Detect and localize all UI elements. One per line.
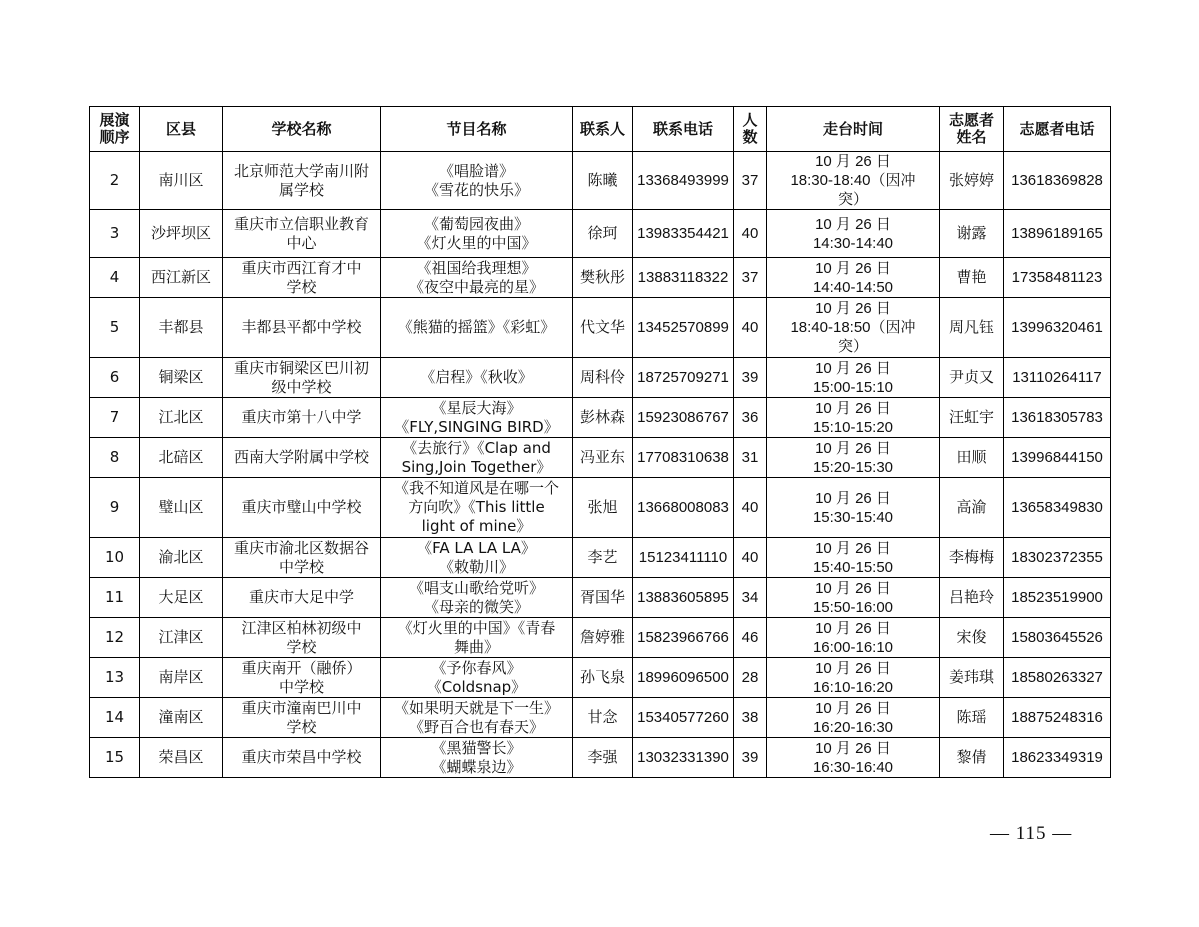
cell-volunteer-phone: 18875248316 xyxy=(1004,698,1111,738)
cell-school: 重庆市铜梁区巴川初 级中学校 xyxy=(223,358,381,398)
cell-school: 江津区柏林初级中 学校 xyxy=(223,618,381,658)
cell-district: 丰都县 xyxy=(140,298,223,358)
cell-count: 37 xyxy=(734,152,767,210)
cell-school: 北京师范大学南川附 属学校 xyxy=(223,152,381,210)
table-row xyxy=(90,618,1111,658)
header-row xyxy=(90,107,1111,152)
cell-volunteer-phone: 18623349319 xyxy=(1004,738,1111,778)
cell-program: 《启程》《秋收》 xyxy=(381,358,573,398)
cell-district: 璧山区 xyxy=(140,478,223,538)
cell-program: 《唱支山歌给党听》 《母亲的微笑》 xyxy=(381,578,573,618)
cell-order: 7 xyxy=(90,398,140,438)
cell-phone: 13032331390 xyxy=(633,738,734,778)
cell-order: 10 xyxy=(90,538,140,578)
cell-order: 13 xyxy=(90,658,140,698)
cell-program: 《FA LA LA LA》 《敕勒川》 xyxy=(381,538,573,578)
table-row xyxy=(90,538,1111,578)
cell-volunteer: 姜玮琪 xyxy=(940,658,1004,698)
cell-school: 丰都县平都中学校 xyxy=(223,298,381,358)
cell-order: 5 xyxy=(90,298,140,358)
cell-district: 荣昌区 xyxy=(140,738,223,778)
cell-contact: 李强 xyxy=(573,738,633,778)
cell-volunteer: 宋俊 xyxy=(940,618,1004,658)
cell-school: 重庆市潼南巴川中 学校 xyxy=(223,698,381,738)
cell-volunteer: 张婷婷 xyxy=(940,152,1004,210)
table-row xyxy=(90,258,1111,298)
cell-school: 重庆市荣昌中学校 xyxy=(223,738,381,778)
cell-count: 31 xyxy=(734,438,767,478)
col-header-district: 区县 xyxy=(140,107,223,152)
cell-count: 39 xyxy=(734,358,767,398)
cell-time: 10 月 26 日 14:30-14:40 xyxy=(767,210,940,258)
cell-volunteer: 吕艳玲 xyxy=(940,578,1004,618)
cell-time: 10 月 26 日 18:40-18:50（因冲 突） xyxy=(767,298,940,358)
cell-district: 南川区 xyxy=(140,152,223,210)
cell-program: 《唱脸谱》 《雪花的快乐》 xyxy=(381,152,573,210)
cell-time: 10 月 26 日 15:40-15:50 xyxy=(767,538,940,578)
schedule-table xyxy=(89,106,1111,778)
table-row xyxy=(90,578,1111,618)
cell-time: 10 月 26 日 14:40-14:50 xyxy=(767,258,940,298)
cell-count: 28 xyxy=(734,658,767,698)
cell-program: 《祖国给我理想》 《夜空中最亮的星》 xyxy=(381,258,573,298)
cell-volunteer: 高渝 xyxy=(940,478,1004,538)
cell-count: 40 xyxy=(734,538,767,578)
table-row xyxy=(90,298,1111,358)
cell-phone: 13983354421 xyxy=(633,210,734,258)
cell-district: 铜梁区 xyxy=(140,358,223,398)
cell-district: 西江新区 xyxy=(140,258,223,298)
cell-time: 10 月 26 日 18:30-18:40（因冲 突） xyxy=(767,152,940,210)
cell-volunteer: 陈瑶 xyxy=(940,698,1004,738)
cell-volunteer: 黎倩 xyxy=(940,738,1004,778)
cell-phone: 13452570899 xyxy=(633,298,734,358)
cell-school: 重庆南开（融侨） 中学校 xyxy=(223,658,381,698)
table-row xyxy=(90,658,1111,698)
cell-school: 重庆市第十八中学 xyxy=(223,398,381,438)
cell-phone: 15823966766 xyxy=(633,618,734,658)
cell-order: 3 xyxy=(90,210,140,258)
cell-count: 40 xyxy=(734,298,767,358)
cell-volunteer-phone: 18523519900 xyxy=(1004,578,1111,618)
cell-volunteer-phone: 13996844150 xyxy=(1004,438,1111,478)
cell-volunteer: 周凡钰 xyxy=(940,298,1004,358)
cell-order: 4 xyxy=(90,258,140,298)
cell-program: 《黑猫警长》 《蝴蝶泉边》 xyxy=(381,738,573,778)
cell-time: 10 月 26 日 15:30-15:40 xyxy=(767,478,940,538)
col-header-contact: 联系人 xyxy=(573,107,633,152)
cell-program: 《灯火里的中国》《青春 舞曲》 xyxy=(381,618,573,658)
cell-district: 沙坪坝区 xyxy=(140,210,223,258)
cell-volunteer-phone: 17358481123 xyxy=(1004,258,1111,298)
cell-program: 《予你春风》 《Coldsnap》 xyxy=(381,658,573,698)
col-header-volunteer-phone: 志愿者电话 xyxy=(1004,107,1111,152)
cell-phone: 17708310638 xyxy=(633,438,734,478)
cell-count: 34 xyxy=(734,578,767,618)
cell-contact: 代文华 xyxy=(573,298,633,358)
cell-school: 重庆市立信职业教育 中心 xyxy=(223,210,381,258)
cell-district: 南岸区 xyxy=(140,658,223,698)
cell-time: 10 月 26 日 15:20-15:30 xyxy=(767,438,940,478)
cell-contact: 詹婷雅 xyxy=(573,618,633,658)
cell-program: 《葡萄园夜曲》 《灯火里的中国》 xyxy=(381,210,573,258)
cell-count: 36 xyxy=(734,398,767,438)
cell-program: 《我不知道风是在哪一个 方向吹》《This little light of mine》 xyxy=(381,478,573,538)
table-row xyxy=(90,210,1111,258)
cell-contact: 陈曦 xyxy=(573,152,633,210)
cell-volunteer-phone: 13996320461 xyxy=(1004,298,1111,358)
cell-contact: 李艺 xyxy=(573,538,633,578)
cell-volunteer: 田顺 xyxy=(940,438,1004,478)
cell-order: 15 xyxy=(90,738,140,778)
cell-time: 10 月 26 日 16:20-16:30 xyxy=(767,698,940,738)
cell-time: 10 月 26 日 16:10-16:20 xyxy=(767,658,940,698)
col-header-order: 展演 顺序 xyxy=(90,107,140,152)
cell-phone: 15923086767 xyxy=(633,398,734,438)
cell-volunteer-phone: 15803645526 xyxy=(1004,618,1111,658)
col-header-program: 节目名称 xyxy=(381,107,573,152)
cell-school: 重庆市大足中学 xyxy=(223,578,381,618)
cell-volunteer-phone: 13110264117 xyxy=(1004,358,1111,398)
cell-program: 《去旅行》《Clap and Sing,Join Together》 xyxy=(381,438,573,478)
cell-count: 39 xyxy=(734,738,767,778)
cell-count: 38 xyxy=(734,698,767,738)
cell-contact: 周科伶 xyxy=(573,358,633,398)
cell-phone: 18996096500 xyxy=(633,658,734,698)
cell-volunteer: 尹贞又 xyxy=(940,358,1004,398)
cell-count: 37 xyxy=(734,258,767,298)
cell-contact: 徐珂 xyxy=(573,210,633,258)
col-header-count: 人 数 xyxy=(734,107,767,152)
col-header-time: 走台时间 xyxy=(767,107,940,152)
cell-contact: 彭林森 xyxy=(573,398,633,438)
cell-volunteer: 汪虹宇 xyxy=(940,398,1004,438)
cell-contact: 冯亚东 xyxy=(573,438,633,478)
table-row xyxy=(90,738,1111,778)
cell-order: 9 xyxy=(90,478,140,538)
cell-district: 大足区 xyxy=(140,578,223,618)
cell-count: 40 xyxy=(734,478,767,538)
table-row xyxy=(90,438,1111,478)
cell-order: 8 xyxy=(90,438,140,478)
cell-time: 10 月 26 日 16:30-16:40 xyxy=(767,738,940,778)
cell-volunteer: 李梅梅 xyxy=(940,538,1004,578)
cell-phone: 13368493999 xyxy=(633,152,734,210)
cell-time: 10 月 26 日 15:50-16:00 xyxy=(767,578,940,618)
cell-order: 11 xyxy=(90,578,140,618)
table-row xyxy=(90,152,1111,210)
cell-time: 10 月 26 日 15:10-15:20 xyxy=(767,398,940,438)
cell-time: 10 月 26 日 16:00-16:10 xyxy=(767,618,940,658)
cell-district: 潼南区 xyxy=(140,698,223,738)
col-header-school: 学校名称 xyxy=(223,107,381,152)
table-row xyxy=(90,398,1111,438)
table-body xyxy=(90,152,1111,778)
table-row xyxy=(90,478,1111,538)
cell-phone: 15340577260 xyxy=(633,698,734,738)
cell-volunteer-phone: 13658349830 xyxy=(1004,478,1111,538)
cell-phone: 18725709271 xyxy=(633,358,734,398)
cell-district: 北碚区 xyxy=(140,438,223,478)
cell-school: 重庆市渝北区数据谷 中学校 xyxy=(223,538,381,578)
cell-count: 40 xyxy=(734,210,767,258)
cell-school: 西南大学附属中学校 xyxy=(223,438,381,478)
cell-school: 重庆市西江育才中 学校 xyxy=(223,258,381,298)
cell-district: 江津区 xyxy=(140,618,223,658)
col-header-phone: 联系电话 xyxy=(633,107,734,152)
cell-phone: 15123411110 xyxy=(633,538,734,578)
page-number: — 115 — xyxy=(990,823,1073,844)
cell-program: 《熊猫的摇篮》《彩虹》 xyxy=(381,298,573,358)
cell-phone: 13883118322 xyxy=(633,258,734,298)
cell-phone: 13883605895 xyxy=(633,578,734,618)
cell-order: 14 xyxy=(90,698,140,738)
cell-order: 12 xyxy=(90,618,140,658)
cell-volunteer-phone: 13896189165 xyxy=(1004,210,1111,258)
cell-program: 《如果明天就是下一生》 《野百合也有春天》 xyxy=(381,698,573,738)
cell-district: 渝北区 xyxy=(140,538,223,578)
cell-volunteer: 谢露 xyxy=(940,210,1004,258)
cell-time: 10 月 26 日 15:00-15:10 xyxy=(767,358,940,398)
cell-volunteer-phone: 13618305783 xyxy=(1004,398,1111,438)
cell-program: 《星辰大海》 《FLY,SINGING BIRD》 xyxy=(381,398,573,438)
cell-count: 46 xyxy=(734,618,767,658)
cell-contact: 樊秋彤 xyxy=(573,258,633,298)
cell-order: 2 xyxy=(90,152,140,210)
table-row xyxy=(90,358,1111,398)
cell-volunteer: 曹艳 xyxy=(940,258,1004,298)
cell-contact: 胥国华 xyxy=(573,578,633,618)
cell-school: 重庆市璧山中学校 xyxy=(223,478,381,538)
col-header-volunteer: 志愿者 姓名 xyxy=(940,107,1004,152)
cell-phone: 13668008083 xyxy=(633,478,734,538)
cell-volunteer-phone: 18302372355 xyxy=(1004,538,1111,578)
cell-volunteer-phone: 18580263327 xyxy=(1004,658,1111,698)
cell-contact: 孙飞泉 xyxy=(573,658,633,698)
cell-order: 6 xyxy=(90,358,140,398)
cell-district: 江北区 xyxy=(140,398,223,438)
table-row xyxy=(90,698,1111,738)
cell-contact: 甘念 xyxy=(573,698,633,738)
cell-volunteer-phone: 13618369828 xyxy=(1004,152,1111,210)
cell-contact: 张旭 xyxy=(573,478,633,538)
